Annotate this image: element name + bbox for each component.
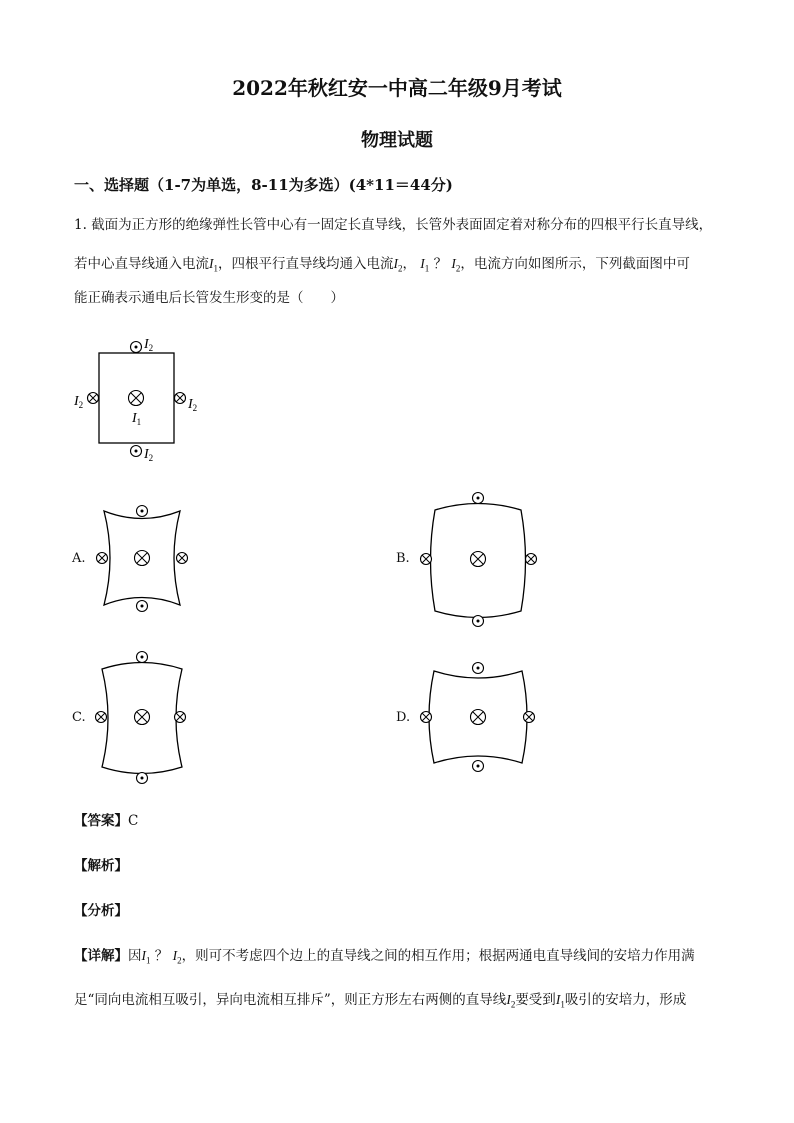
wire-left-cross-icon (88, 393, 99, 404)
svg-text:I1: $I_1$ (132, 411, 142, 427)
option-c-label: C. (72, 710, 86, 725)
question-line-1 (74, 215, 712, 235)
answer-value: C (128, 813, 139, 829)
detail-symbol-i1b: $I_1$ (555, 992, 565, 1010)
fenxi-label: 【分析】 (74, 903, 128, 919)
detail-text-1b: ，则可不考虑四个边上的直导线之间的相互作用；根据两通电直导线间的安培力作用满 (181, 948, 695, 964)
question-text-2c: ， (402, 256, 416, 272)
detail-text-2a: 足“同向电流相互吸引，异向电流相互排斥”，则正方形左右两侧的直导线 (74, 992, 507, 1008)
option-d-figure (412, 655, 544, 780)
question-text-2b: ，四根平行直导线均通入电流 (218, 256, 394, 272)
question-line-2 (74, 254, 690, 279)
paper-subtitle: 物理试题 (361, 130, 433, 151)
detail-text-2c: 吸引的安培力，形成 (564, 992, 687, 1008)
symbol-i2: $I_2$ (393, 256, 403, 274)
option-a-figure (88, 498, 198, 618)
option-d-label: D. (396, 710, 411, 725)
wire-right-cross-icon (175, 393, 186, 404)
option-b-label: B. (396, 551, 410, 566)
detail-relation-glyph: ？ (154, 948, 169, 964)
detail-text-1a: 因 (128, 948, 142, 964)
svg-text:I2: $I_2$ (188, 397, 198, 413)
detail-symbol-i1: $I_1$ (141, 948, 151, 966)
section-heading: 一、选择题（1-7为单选，8-11为多选）(4*11＝44分) (74, 176, 453, 194)
svg-text:I2: $I_2$ (74, 394, 84, 410)
detail-text-2b: 要受到 (515, 992, 556, 1008)
svg-text:I2: $I_2$ (144, 337, 154, 353)
question-line-3: 能正确表示通电后长管发生形变的是（ ） (74, 290, 344, 306)
symbol-i1: $I_1$ (209, 256, 218, 274)
symbol-i2b: $I_2$ (451, 256, 461, 274)
option-a-label: A. (72, 551, 86, 566)
question-text-1: 截面为正方形的绝缘弹性长管中心有一固定长直导线，长管外表面固定着对称分布的四根平行长直导线， (91, 217, 713, 233)
question-text-2a: 若中心直导线通入电流 (74, 256, 209, 272)
option-c-figure (88, 646, 198, 790)
symbol-i1b: $I_1$ (420, 256, 430, 274)
detail-symbol-i2b: $I_2$ (506, 992, 516, 1010)
relation-glyph: ？ (433, 256, 448, 272)
svg-text:I2: $I_2$ (144, 447, 154, 463)
option-b-figure (412, 488, 544, 633)
question-number: 1. (74, 217, 87, 233)
question-figure (70, 330, 210, 470)
detail-label: 【详解】 (74, 948, 128, 964)
wire-bottom-dot-icon (131, 446, 142, 457)
answer-line (74, 809, 138, 829)
detail-line-2 (74, 990, 686, 1015)
question-text-2d: ，电流方向如图所示，下列截面图中可 (460, 256, 690, 272)
analysis-label: 【解析】 (74, 858, 128, 874)
detail-symbol-i2: $I_2$ (172, 948, 182, 966)
detail-line-1 (74, 946, 695, 971)
wire-top-dot-icon (131, 342, 142, 353)
wire-center-cross-icon (129, 391, 144, 406)
answer-label: 【答案】 (74, 813, 128, 829)
exam-title: 2022年秋红安一中高二年级9月考试 (232, 76, 562, 100)
